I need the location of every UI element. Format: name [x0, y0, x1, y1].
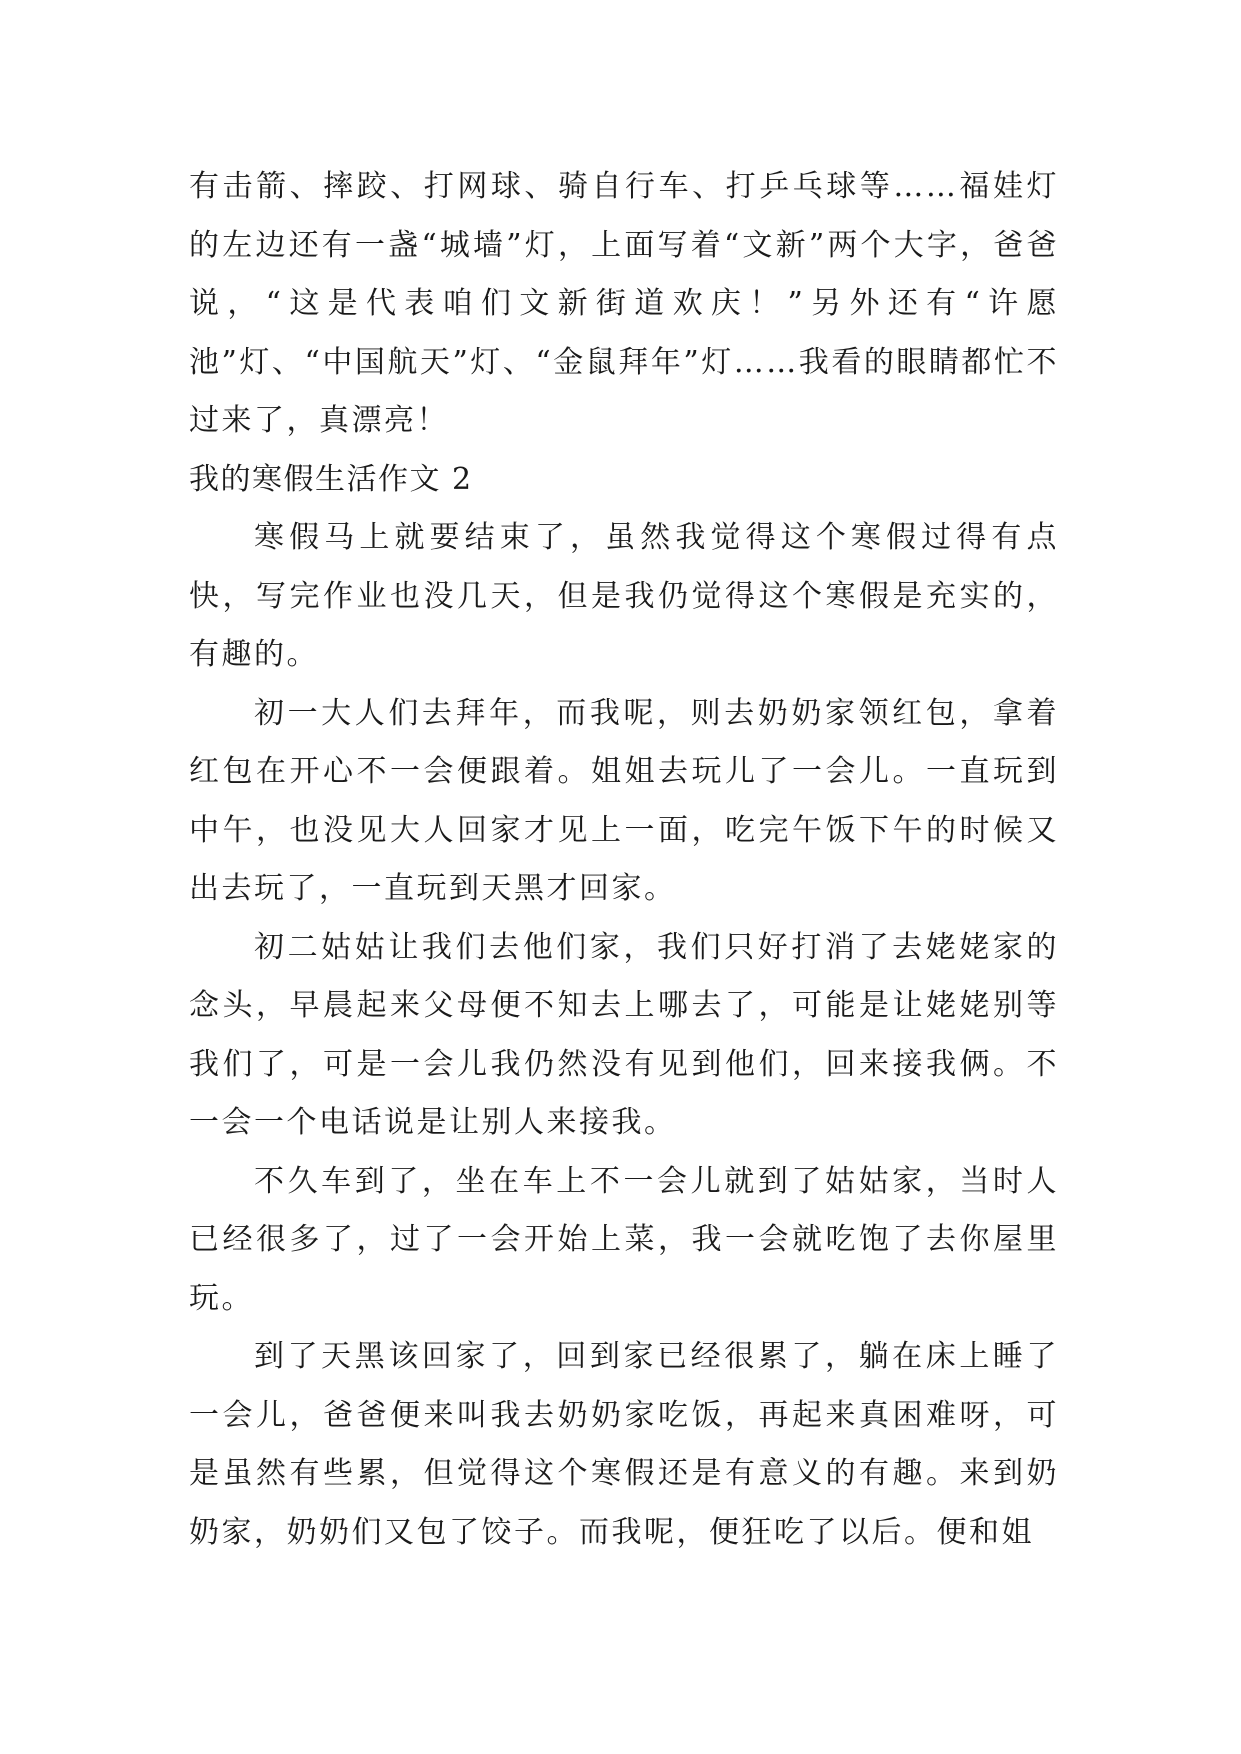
paragraph-continued: 有击箭、摔跤、打网球、骑自行车、打乒乓球等……福娃灯的左边还有一盏“城墙”灯，上面写着“文新”两个大字，爸爸说，“这是代表咱们文新街道欢庆！”另外还有“许愿池”灯、“中国航天”灯、“金鼠拜年”灯……我看的眼睛都忙不过来了，真漂亮！	[189, 169, 1059, 438]
paragraph-4: 不久车到了，坐在车上不一会儿就到了姑姑家，当时人已经很多了，过了一会开始上菜，我一会就吃饱了去你屋里玩。	[189, 1163, 1059, 1316]
paragraph-3: 初二姑姑让我们去他们家，我们只好打消了去姥姥家的念头，早晨起来父母便不知去上哪去了，可能是让姥姥别等我们了，可是一会儿我仍然没有见到他们，回来接我俩。不一会一个电话说是让别人来接我。	[189, 929, 1059, 1140]
paragraph-5: 到了天黑该回家了，回到家已经很累了，躺在床上睡了一会儿，爸爸便来叫我去奶奶家吃饭，再起来真困难呀，可是虽然有些累，但觉得这个寒假还是有意义的有趣。来到奶奶家，奶奶们又包了饺子。而我呢，便狂吃了以后。便和姐	[189, 1339, 1059, 1550]
document-body	[189, 158, 1059, 1562]
paragraph-2: 初一大人们去拜年，而我呢，则去奶奶家领红包，拿着红包在开心不一会便跟着。姐姐去玩儿了一会儿。一直玩到中午，也没见大人回家才见上一面，吃完午饭下午的时候又出去玩了，一直玩到天黑才回家。	[189, 695, 1059, 906]
essay-heading: 我的寒假生活作文 2	[189, 461, 473, 497]
paragraph-1: 寒假马上就要结束了，虽然我觉得这个寒假过得有点快，写完作业也没几天，但是我仍觉得这个寒假是充实的，有趣的。	[189, 520, 1059, 672]
